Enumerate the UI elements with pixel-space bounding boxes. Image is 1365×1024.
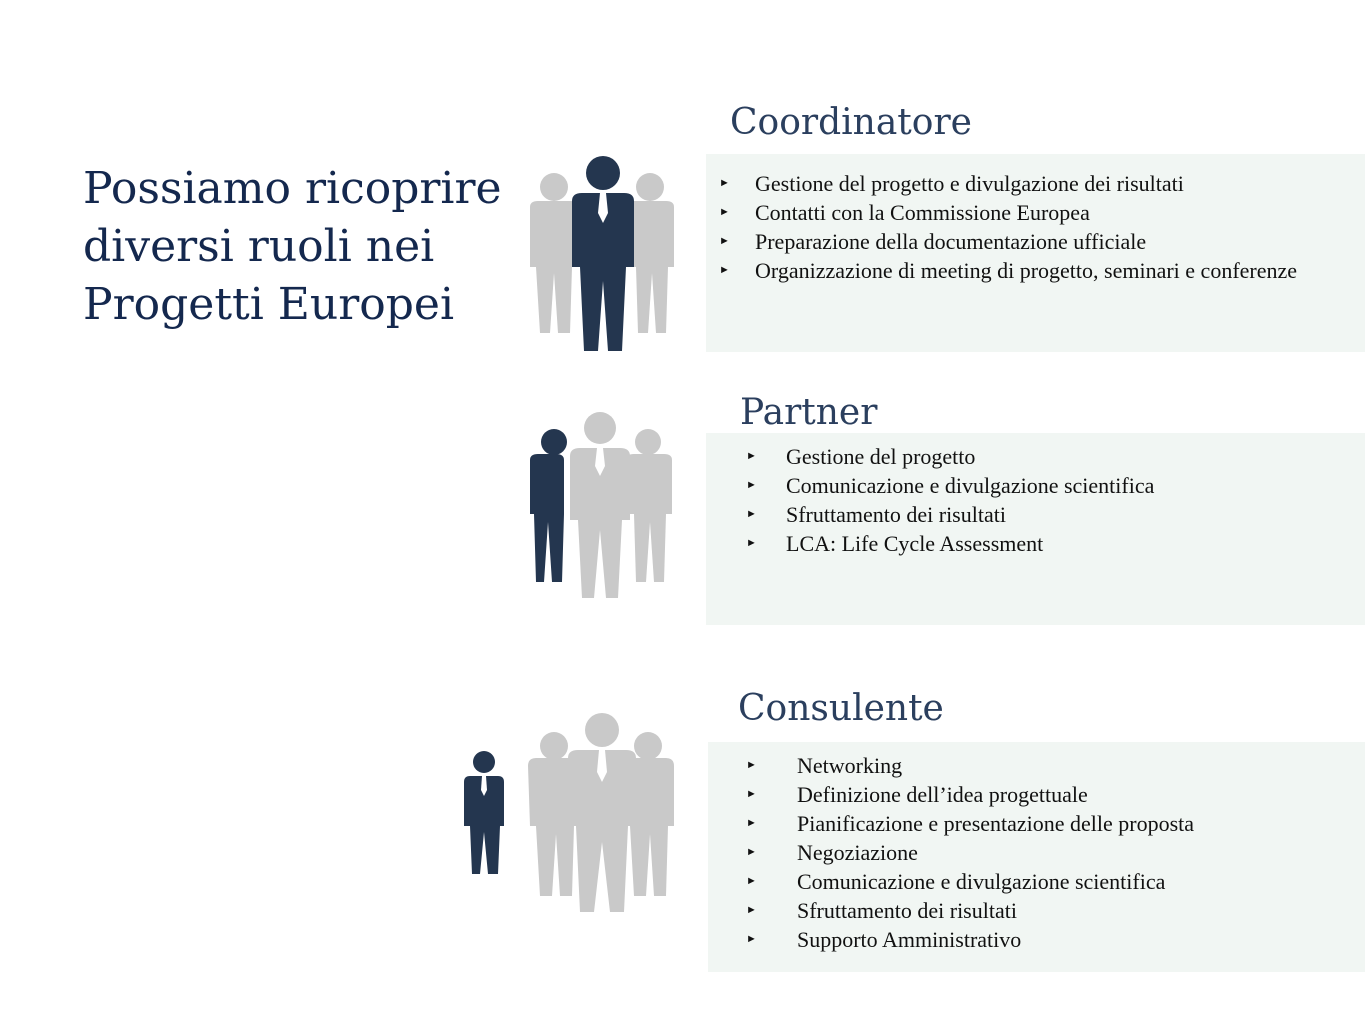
bullet-icon: ► <box>746 537 757 549</box>
coordinatore-list <box>719 169 1359 285</box>
list-item: ► Comunicazione e divulgazione scientifica <box>746 473 1155 498</box>
bullet-icon: ► <box>719 235 730 247</box>
list-item: ► Pianificazione e presentazione delle proposta <box>746 811 1195 836</box>
list-item: ► Sfruttamento dei risultati <box>746 502 1006 527</box>
bullet-icon: ► <box>746 479 757 491</box>
partner-list <box>746 442 1346 558</box>
list-item: ► Contatti con la Commissione Europea <box>719 200 1090 225</box>
bullet-icon: ► <box>746 875 757 887</box>
list-item: ► Gestione del progetto e divulgazione dei risultati <box>719 171 1184 196</box>
bullet-icon: ► <box>746 933 757 945</box>
list-item: ► Networking <box>746 753 903 778</box>
bullet-icon: ► <box>746 788 757 800</box>
role-title-coordinatore: Coordinatore <box>730 102 972 143</box>
bullet-icon: ► <box>746 508 757 520</box>
list-item: ► Supporto Amministrativo <box>746 927 1022 952</box>
list-item: ► Organizzazione di meeting di progetto, seminari e conferenze <box>719 258 1298 283</box>
consulente-group-icon <box>460 712 684 914</box>
page-title: Possiamo ricoprire diversi ruoli nei Progetti Europei <box>83 163 502 330</box>
bullet-icon: ► <box>719 177 730 189</box>
bullet-icon: ► <box>746 846 757 858</box>
list-item: ► Sfruttamento dei risultati <box>746 898 1017 923</box>
bullet-icon: ► <box>746 450 757 462</box>
bullet-icon: ► <box>719 264 730 276</box>
list-item: ► LCA: Life Cycle Assessment <box>746 531 1044 556</box>
list-item: ► Negoziazione <box>746 840 918 865</box>
role-title-partner: Partner <box>740 392 878 433</box>
consulente-list <box>746 751 1356 954</box>
role-title-consulente: Consulente <box>738 688 944 729</box>
bullet-icon: ► <box>746 904 757 916</box>
bullet-icon: ► <box>719 206 730 218</box>
bullet-icon: ► <box>746 817 757 829</box>
list-item: ► Preparazione della documentazione ufficiale <box>719 229 1147 254</box>
list-item: ► Gestione del progetto <box>746 444 976 469</box>
list-item: ► Definizione dell’idea progettuale <box>746 782 1088 807</box>
list-item: ► Comunicazione e divulgazione scientifica <box>746 869 1166 894</box>
bullet-icon: ► <box>746 759 757 771</box>
partner-group-icon <box>526 410 676 600</box>
coordinator-group-icon <box>526 155 682 352</box>
